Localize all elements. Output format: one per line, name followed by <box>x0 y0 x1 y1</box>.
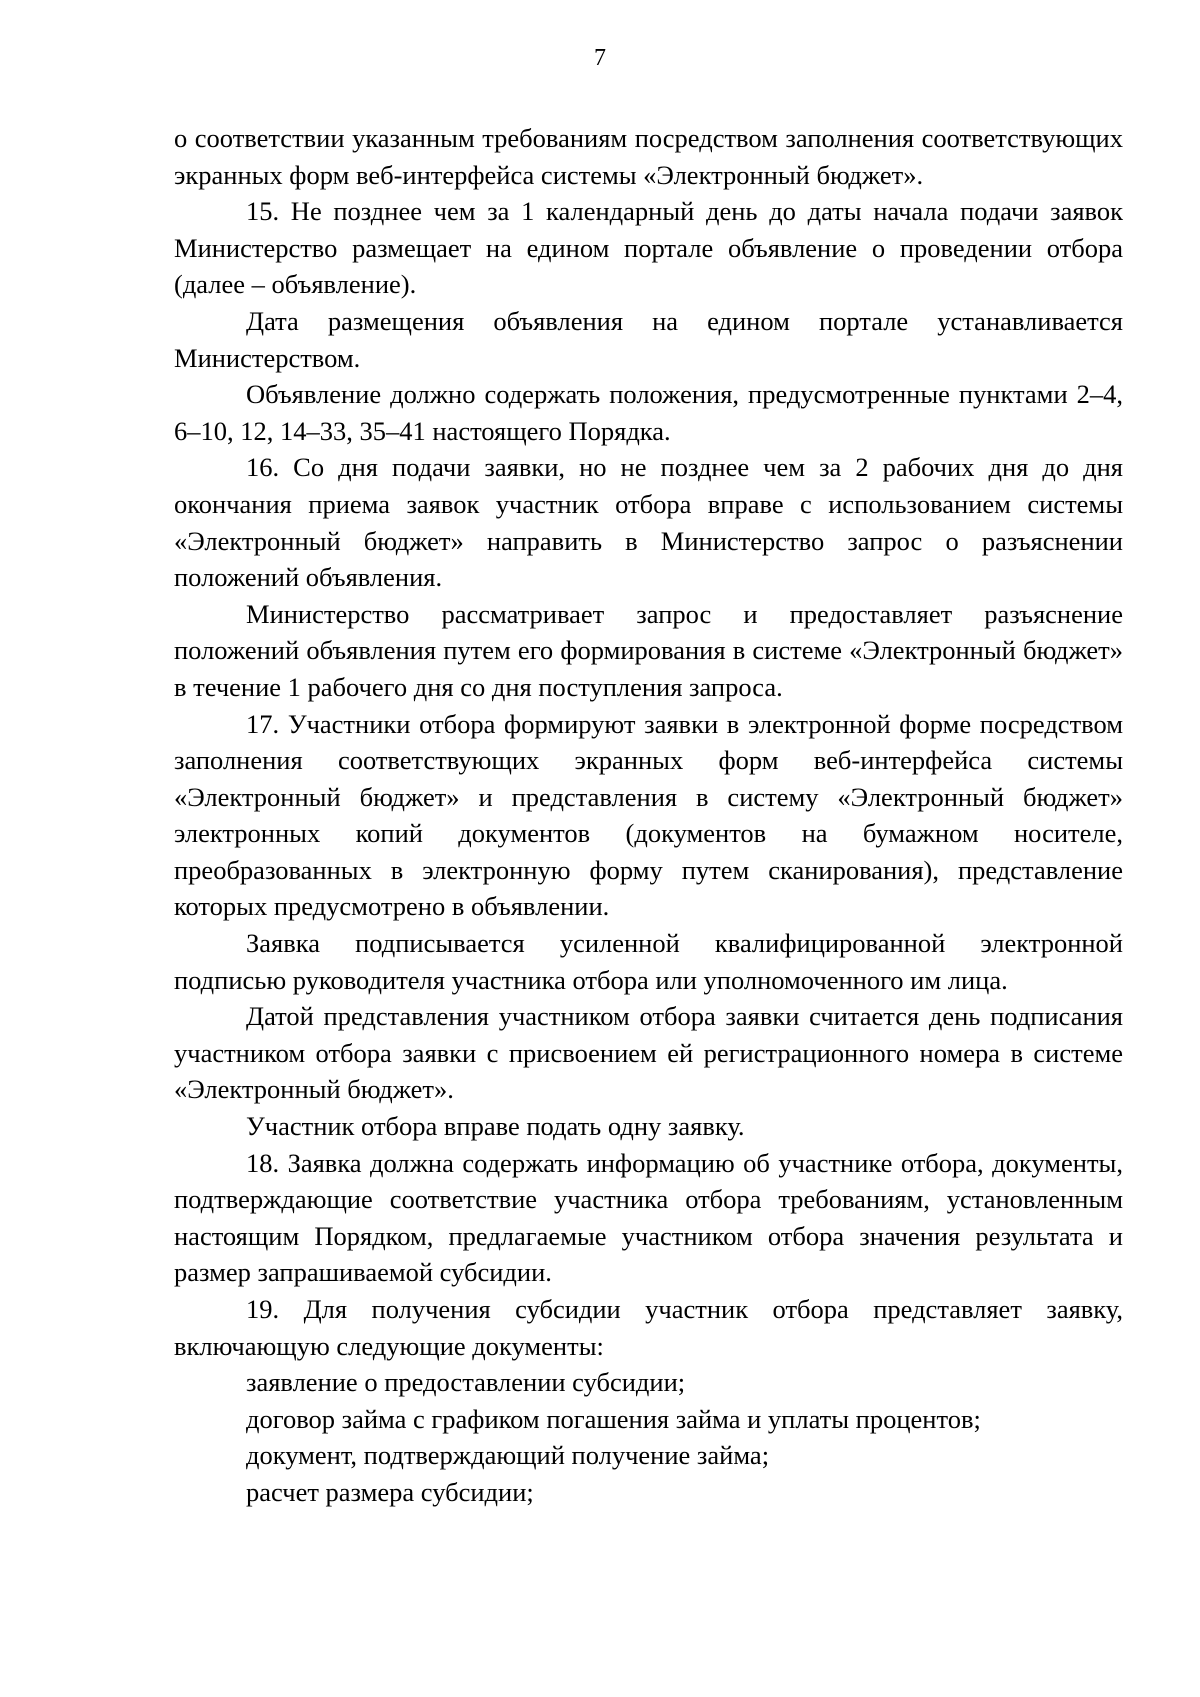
paragraph-publication-date: Дата размещения объявления на едином портале устанавливается Министерством. <box>174 305 1123 373</box>
paragraph-17: 17. Участники отбора формируют заявки в электронной форме посредством заполнения соответствующих экранных форм веб-интерфейса системы «Электронный бюджет» и представления в систему «Электронный бюджет» электронных копий документов (документов на бумажном носителе, преобразованных в электронную форму путем сканирования), представление которых предусмотрено в объявлении. <box>174 708 1123 922</box>
list-item-loan-agreement: договор займа с графиком погашения займа и уплаты процентов; <box>246 1403 981 1434</box>
paragraph-continuation: о соответствии указанным требованиям посредством заполнения соответствующих экранных форм веб-интерфейса системы «Электронный бюджет». <box>174 123 1123 190</box>
list-item-subsidy-calculation: расчет размера субсидии; <box>246 1476 534 1507</box>
document-body <box>174 120 1123 1511</box>
list-item-loan-receipt-document: документ, подтверждающий получение займа; <box>246 1440 770 1471</box>
paragraph-15: 15. Не позднее чем за 1 календарный день до даты начала подачи заявок Министерство размещает на едином портале объявление о проведении отбора (далее – объявление). <box>174 196 1123 300</box>
paragraph-19: 19. Для получения субсидии участник отбора представляет заявку, включающую следующие документы: <box>174 1294 1123 1361</box>
paragraph-submission-date: Датой представления участником отбора заявки считается день подписания участником отбора заявки с присвоением ей регистрационного номера в системе «Электронный бюджет». <box>174 1001 1123 1105</box>
paragraph-18: 18. Заявка должна содержать информацию об участнике отбора, документы, подтверждающие соответствие участника отбора требованиям, установленным настоящим Порядком, предлагаемые участником отбора значения результата и размер запрашиваемой субсидии. <box>174 1147 1123 1288</box>
paragraph-announcement-content: Объявление должно содержать положения, предусмотренные пунктами 2–4, 6–10, 12, 14–33, 35–41 настоящего Порядка. <box>174 379 1123 446</box>
list-item-application-statement: заявление о предоставлении субсидии; <box>246 1367 686 1398</box>
page-number: 7 <box>594 45 606 71</box>
paragraph-16: 16. Со дня подачи заявки, но не позднее чем за 2 рабочих дня до дня окончания приема заявок участник отбора вправе с использованием системы «Электронный бюджет» направить в Министерство запрос о разъяснении положений объявления. <box>174 452 1123 593</box>
paragraph-one-application: Участник отбора вправе подать одну заявку. <box>246 1111 745 1142</box>
paragraph-application-signature: Заявка подписывается усиленной квалифицированной электронной подписью руководителя участника отбора или уполномоченного им лица. <box>174 928 1123 995</box>
paragraph-ministry-clarification: Министерство рассматривает запрос и предоставляет разъяснение положений объявления путем его формирования в системе «Электронный бюджет» в течение 1 рабочего дня со дня поступления запроса. <box>174 598 1123 702</box>
